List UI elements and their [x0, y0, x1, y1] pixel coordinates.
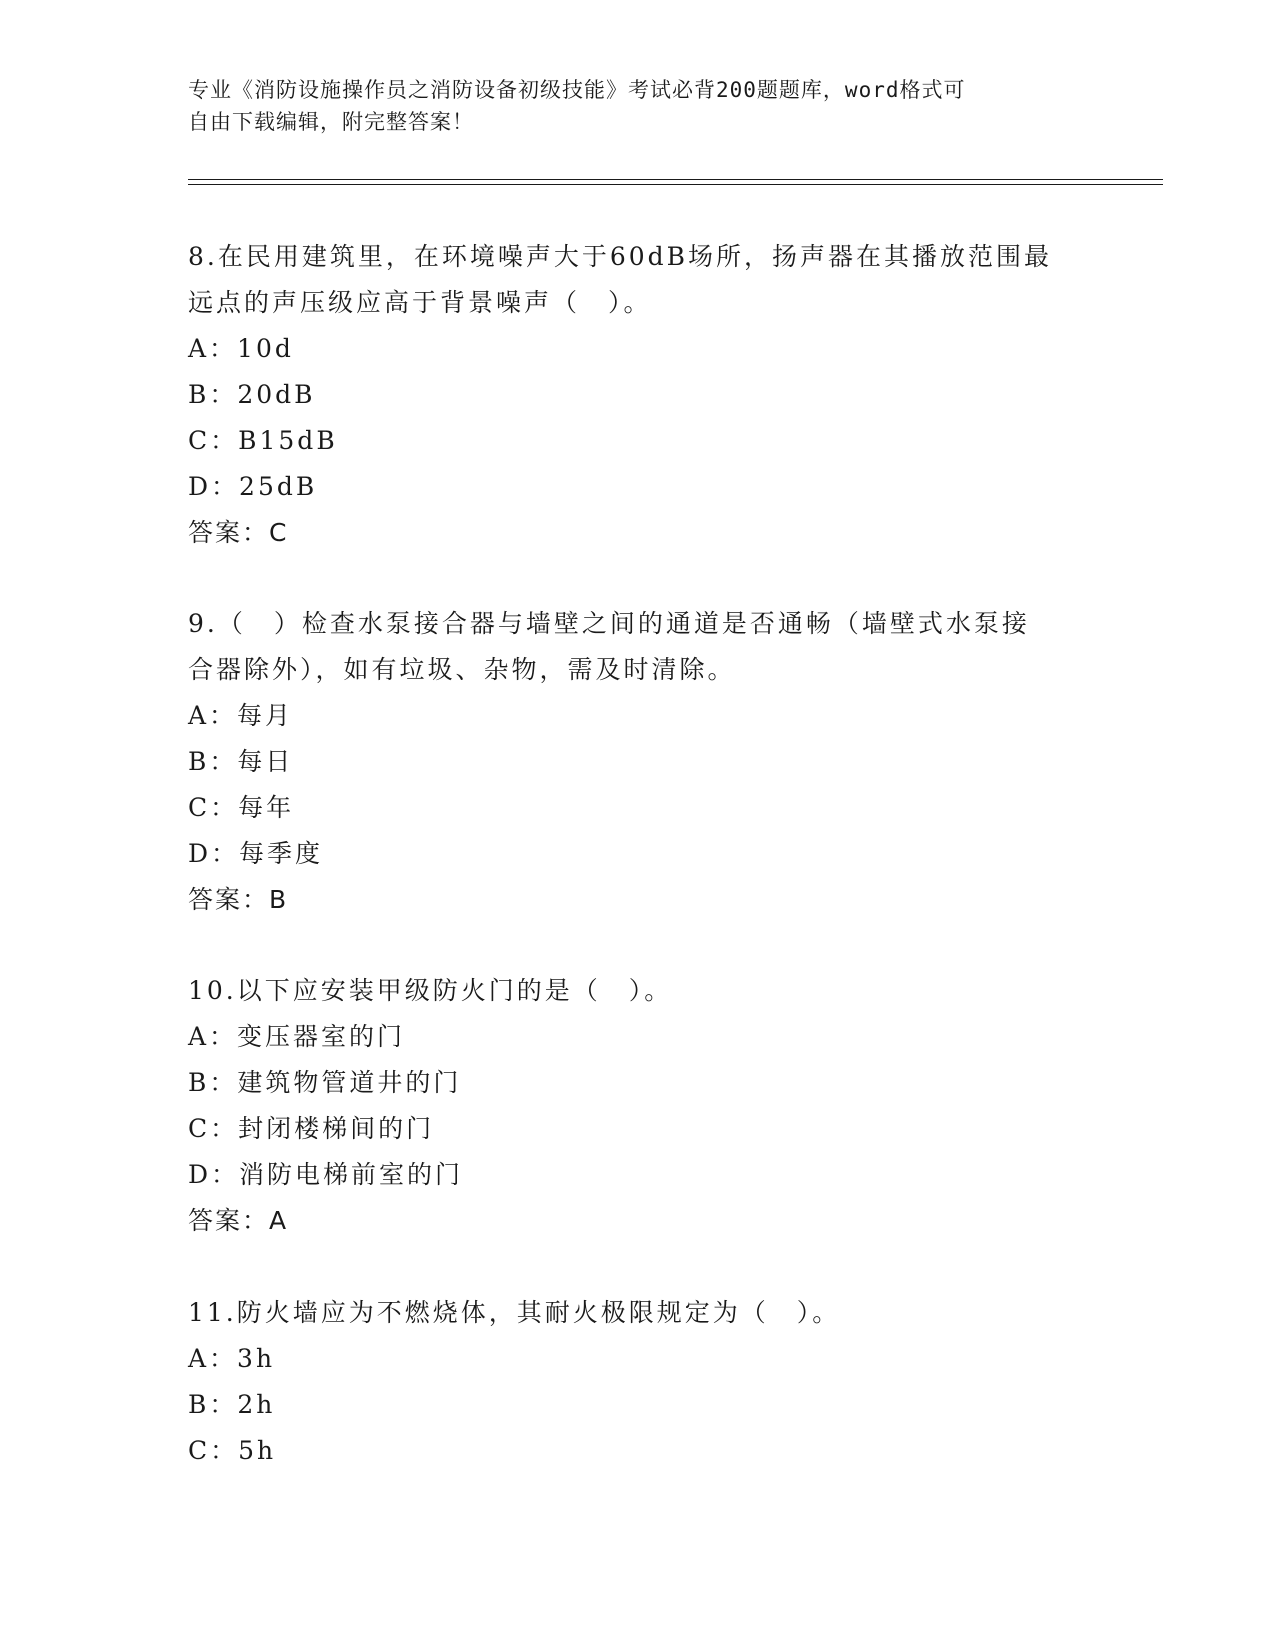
- answer: 答案：C: [188, 518, 289, 547]
- option-b: B：建筑物管道井的门: [188, 1068, 462, 1097]
- question-stem: 9.（ ）检查水泵接合器与墙壁之间的通道是否通畅（墙壁式水泵接: [188, 609, 1030, 638]
- answer: 答案：A: [188, 1206, 289, 1235]
- option-c: C：封闭楼梯间的门: [188, 1114, 435, 1143]
- question-10: [188, 968, 1088, 1244]
- option-c: C：B15dB: [188, 426, 338, 455]
- document-header: [188, 74, 1088, 138]
- option-b: B：2h: [188, 1390, 276, 1419]
- question-stem: 10.以下应安装甲级防火门的是（ ）。: [188, 976, 673, 1005]
- option-c: C：5h: [188, 1436, 277, 1465]
- option-d: D：25dB: [188, 472, 318, 501]
- header-divider-bottom: [188, 184, 1163, 185]
- question-8: [188, 234, 1088, 556]
- option-a: A：10d: [188, 334, 294, 363]
- answer: 答案：B: [188, 885, 289, 914]
- option-b: B：20dB: [188, 380, 316, 409]
- option-d: D：消防电梯前室的门: [188, 1160, 464, 1189]
- option-c: C：每年: [188, 793, 295, 822]
- option-d: D：每季度: [188, 839, 324, 868]
- option-a: A：变压器室的门: [188, 1022, 406, 1051]
- header-divider-top: [188, 179, 1163, 180]
- header-line-1: 专业《消防设施操作员之消防设备初级技能》考试必背200题题库，word格式可: [188, 78, 966, 102]
- question-stem: 11.防火墙应为不燃烧体，其耐火极限规定为（ ）。: [188, 1298, 841, 1327]
- question-11: [188, 1290, 1088, 1474]
- option-a: A：每月: [188, 701, 294, 730]
- question-9: [188, 601, 1088, 923]
- header-line-2: 自由下载编辑，附完整答案！: [188, 110, 474, 134]
- option-a: A：3h: [188, 1344, 276, 1373]
- question-stem-continued: 合器除外），如有垃圾、杂物，需及时清除。: [188, 655, 736, 684]
- question-stem-continued: 远点的声压级应高于背景噪声（ ）。: [188, 288, 652, 317]
- question-stem: 8.在民用建筑里，在环境噪声大于60dB场所，扬声器在其播放范围最: [188, 242, 1053, 271]
- option-b: B：每日: [188, 747, 294, 776]
